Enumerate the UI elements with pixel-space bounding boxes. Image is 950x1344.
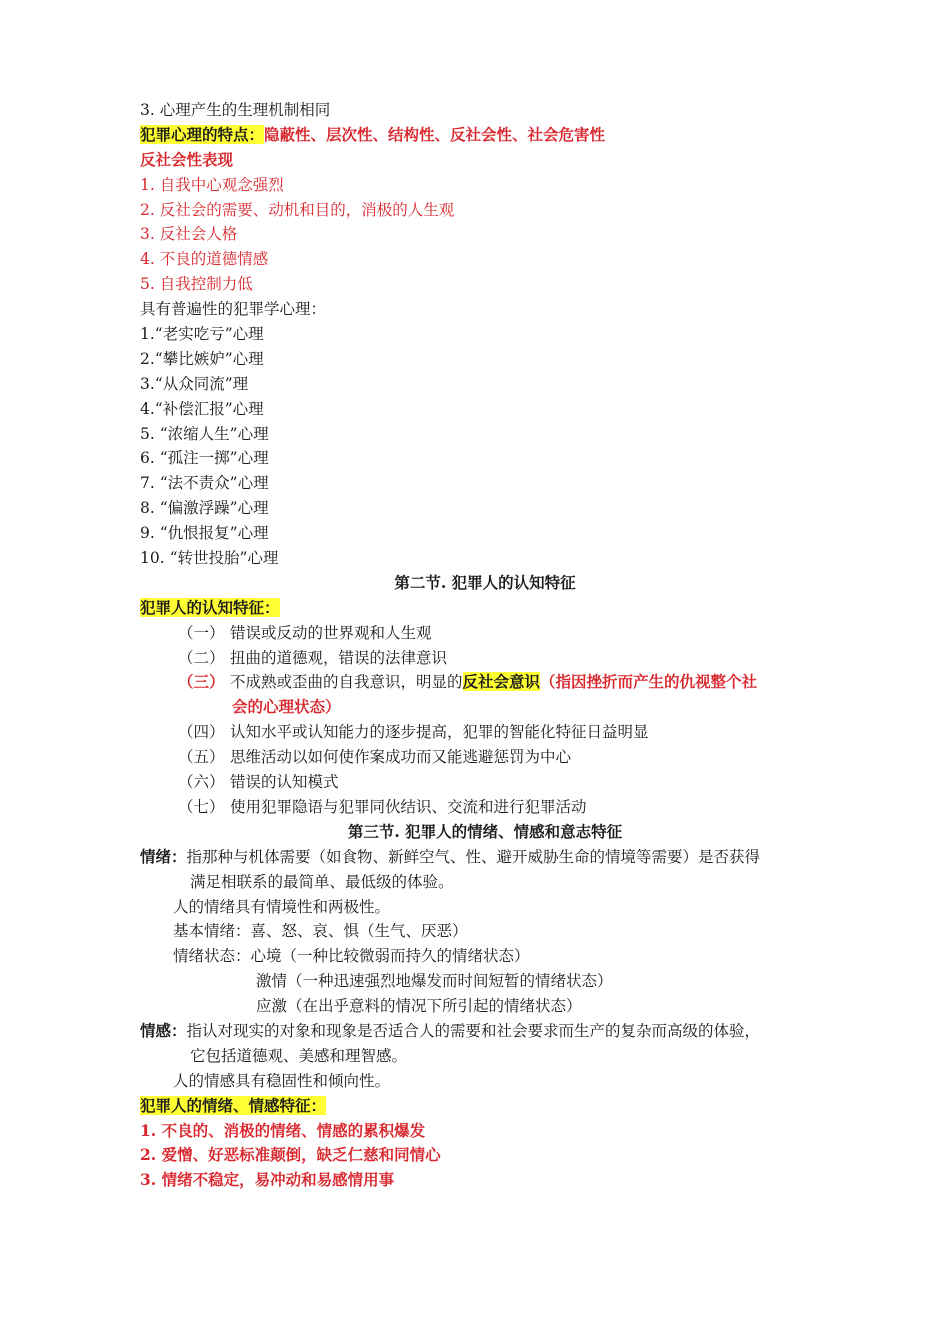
list-text: 不成熟或歪曲的自我意识，明显的 <box>230 673 463 692</box>
list-item: 6. “孤注一掷”心理 <box>140 449 269 468</box>
list-number: （七） <box>178 797 225 816</box>
list-number: （四） <box>178 723 225 742</box>
emotion-states <box>140 944 830 969</box>
traits-value: 隐蔽性、层次性、结构性、反社会性、社会危害性 <box>264 124 606 144</box>
definition-text: 指认对现实的对象和现象是否适合人的需要和社会要求而生产的复杂而高级的体验， <box>186 1021 761 1040</box>
list-item: 5. “浓缩人生”心理 <box>140 424 269 443</box>
list-item: 7. “法不责众”心理 <box>140 474 269 493</box>
list-number: （二） <box>178 648 225 667</box>
list-number: （一） <box>178 623 225 642</box>
definition-emotion <box>140 845 830 870</box>
list-item: 9. “仇恨报复”心理 <box>140 524 269 543</box>
list-text: 使用犯罪隐语与犯罪同伙结识、交流和进行犯罪活动 <box>230 797 587 816</box>
term-label: 情感： <box>140 1020 187 1040</box>
term-label: 情绪： <box>140 846 187 866</box>
document-page <box>140 98 830 1193</box>
highlighted-label: 犯罪心理的特点： <box>140 124 265 144</box>
list-item: 2. 爱憎、好恶标准颠倒，缺乏仁慈和同情心 <box>140 1145 441 1165</box>
list-number: （五） <box>178 748 225 767</box>
highlighted-term: 反社会意识 <box>462 672 541 692</box>
list-item <box>140 670 830 695</box>
list-item: 5. 自我控制力低 <box>140 275 253 294</box>
list-number: （六） <box>178 773 225 792</box>
list-text: 错误的认知模式 <box>230 773 339 792</box>
list-item <box>140 621 830 646</box>
definition-continued: 它包括道德观、美感和理智感。 <box>190 1046 408 1065</box>
state-item: 应激（在出乎意料的情况下所引起的情绪状态） <box>256 997 582 1016</box>
list-item <box>140 720 830 745</box>
list-item <box>140 795 830 820</box>
state-item: 激情（一种迅速强烈地爆发而时间短暂的情绪状态） <box>256 972 613 991</box>
list-text: 思维活动以如何使作案成功而又能逃避惩罚为中心 <box>230 748 572 767</box>
list-item: 4. 不良的道德情感 <box>140 250 269 269</box>
section-heading: 第二节. 犯罪人的认知特征 <box>394 572 576 592</box>
list-number: （三） <box>178 672 225 692</box>
list-item: 1. 不良的、消极的情绪、情感的累积爆发 <box>140 1120 426 1140</box>
paragraph: 基本情绪：喜、怒、哀、惧（生气、厌恶） <box>173 922 468 941</box>
list-text: 认知水平或认知能力的逐步提高，犯罪的智能化特征日益明显 <box>230 723 649 742</box>
list-item <box>140 770 830 795</box>
list-item: 3. 心理产生的生理机制相同 <box>140 101 331 119</box>
section-subtitle: 具有普遍性的犯罪学心理： <box>140 300 327 319</box>
highlighted-label: 犯罪人的认知特征： <box>140 597 280 617</box>
list-item: 3. 反社会人格 <box>140 225 238 244</box>
emotion-traits-label <box>140 1094 830 1119</box>
list-note: （指因挫折而产生的仇视整个社 <box>540 672 758 692</box>
list-item <box>140 745 830 770</box>
state-item: 心境（一种比较微弱而持久的情绪状态） <box>250 947 530 966</box>
state-label: 情绪状态： <box>173 947 251 966</box>
paragraph: 人的情绪具有情境性和两极性。 <box>173 897 391 916</box>
list-item: 1.“老实吃亏”心理 <box>140 325 264 344</box>
list-item: 4.“补偿汇报”心理 <box>140 399 264 418</box>
definition-text: 指那种与机体需要（如食物、新鲜空气、性、避开威胁生命的情境等需要）是否获得 <box>186 847 761 866</box>
list-text: 扭曲的道德观，错误的法律意识 <box>230 648 448 667</box>
section-heading: 第三节. 犯罪人的情绪、情感和意志特征 <box>347 821 623 841</box>
definition-continued: 满足相联系的最简单、最低级的体验。 <box>190 872 454 891</box>
list-item: 3. 情绪不稳定，易冲动和易感情用事 <box>140 1170 395 1190</box>
cognitive-traits-label <box>140 596 830 621</box>
list-item: 8. “偏激浮躁”心理 <box>140 499 269 518</box>
list-item: 1. 自我中心观念强烈 <box>140 175 284 194</box>
list-item: 2. 反社会的需要、动机和目的，消极的人生观 <box>140 200 455 219</box>
list-item: 3.“从众同流”理 <box>140 374 249 393</box>
paragraph: 人的情感具有稳固性和倾向性。 <box>173 1071 391 1090</box>
section-subtitle: 反社会性表现 <box>140 149 234 169</box>
list-item: 10. “转世投胎”心理 <box>140 549 279 568</box>
list-item <box>140 646 830 671</box>
list-note-continued: 会的心理状态） <box>232 697 341 717</box>
definition-feeling <box>140 1019 830 1044</box>
list-item: 2.“攀比嫉妒”心理 <box>140 349 264 368</box>
list-text: 错误或反动的世界观和人生观 <box>230 623 432 642</box>
highlighted-label: 犯罪人的情绪、情感特征： <box>140 1095 327 1115</box>
criminal-psychology-traits <box>140 123 830 148</box>
